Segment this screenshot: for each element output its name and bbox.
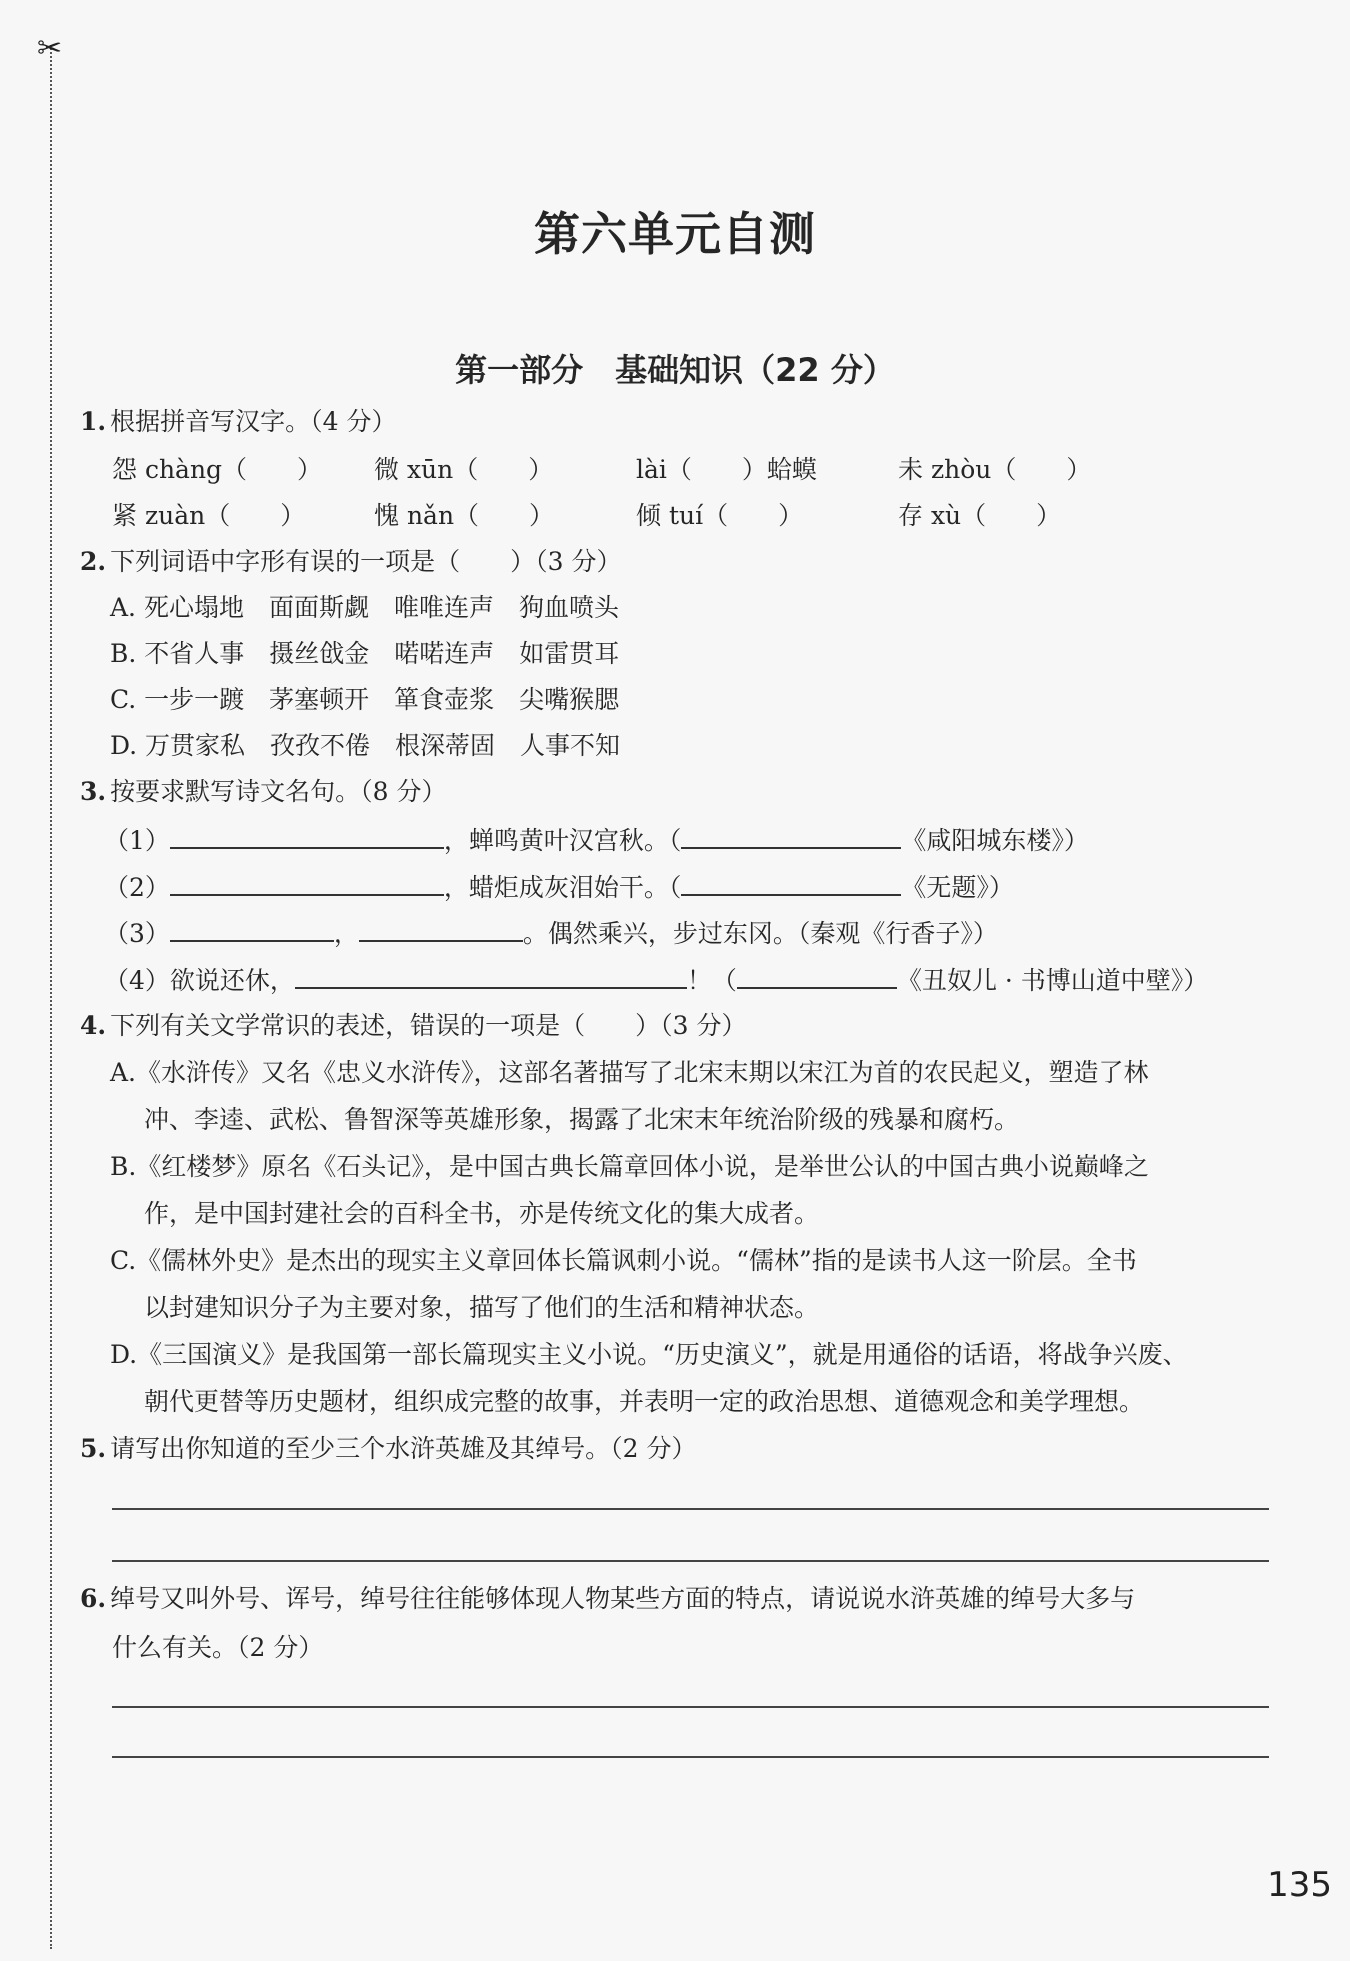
poem-text: （4）欲说还休， [104,966,295,995]
question-number: 5. [80,1434,107,1463]
sub-number: （3） [104,919,170,948]
question-6-stem-line-2: 什么有关。（2 分） [112,1633,324,1662]
poem-text: ，蜡炬成灰泪始干。（ [443,873,682,902]
cut-line [50,45,52,1949]
poem-text: ， [333,919,359,948]
option-a-line-2: 冲、李逵、武松、鲁智深等英雄形象，揭露了北宋末年统治阶级的残暴和腐朽。 [144,1105,1020,1134]
sub-number: （1） [104,826,170,855]
answer-line[interactable] [112,1560,1269,1562]
page-number: 135 [1267,1865,1332,1905]
poem-text: ！（ [686,966,737,995]
answer-blank[interactable] [170,823,444,849]
recitation-line-4 [104,963,1208,997]
question-5-stem [80,1433,696,1465]
sub-number: （2） [104,873,170,902]
source-text: 《丑奴儿 · 书博山道中壁》） [896,966,1209,995]
question-2-stem [80,546,621,578]
answer-line[interactable] [112,1756,1269,1758]
question-text: 绰号又叫外号、诨号，绰号往往能够体现人物某些方面的特点，请说说水浒英雄的绰号大多与 [110,1584,1136,1613]
question-6-stem-line-1 [80,1583,1135,1615]
option-a: A. 死心塌地 面面斯觑 唯唯连声 狗血喷头 [110,593,619,622]
pinyin-item: 微 xūn（ ） [374,455,554,484]
option-d-line-1: D.《三国演义》是我国第一部长篇现实主义小说。“历史演义”，就是用通俗的话语，将战争兴废、 [110,1340,1188,1369]
source-text: 《咸阳城东楼》） [901,826,1089,855]
pinyin-item: 未 zhòu（ ） [898,455,1092,484]
question-1-stem [80,406,396,438]
section-heading: 第一部分 基础知识（22 分） [455,351,895,389]
recitation-line-1 [104,823,1089,857]
option-c-line-2: 以封建知识分子为主要对象，描写了他们的生活和精神状态。 [144,1293,820,1322]
question-3-stem [80,776,446,808]
option-a-line-1: A.《水浒传》又名《忠义水浒传》，这部名著描写了北宋末期以宋江为首的农民起义，塑造了林 [110,1058,1149,1087]
pinyin-item: 紧 zuàn（ ） [112,501,306,530]
option-b-line-1: B.《红楼梦》原名《石头记》，是中国古典长篇章回体小说，是举世公认的中国古典小说巅峰之 [110,1152,1149,1181]
question-number: 4. [80,1011,107,1040]
question-number: 3. [80,777,107,806]
answer-blank[interactable] [681,823,901,849]
poem-text: ，蝉鸣黄叶汉宫秋。（ [443,826,682,855]
pinyin-item: lài（ ）蛤蟆 [636,455,817,484]
question-text: 下列词语中字形有误的一项是（ ）（3 分） [110,547,622,576]
page-title: 第六单元自测 [534,207,816,261]
answer-blank[interactable] [170,916,334,942]
question-number: 2. [80,547,107,576]
recitation-line-2 [104,870,1014,904]
answer-blank[interactable] [170,870,444,896]
source-text: 《无题》） [901,873,1014,902]
pinyin-item: 存 xù（ ） [898,501,1062,530]
answer-blank[interactable] [359,916,523,942]
option-c: C. 一步一踱 茅塞顿开 箪食壶浆 尖嘴猴腮 [110,685,620,714]
question-text: 根据拼音写汉字。（4 分） [110,407,397,436]
option-b: B. 不省人事 摄丝戗金 喏喏连声 如雷贯耳 [110,639,620,668]
pinyin-item: 倾 tuí（ ） [636,501,804,530]
question-4-stem [80,1010,746,1042]
pinyin-item: 怨 chàng（ ） [112,455,323,484]
option-c-line-1: C.《儒林外史》是杰出的现实主义章回体长篇讽刺小说。“儒林”指的是读书人这一阶层。全书 [110,1246,1137,1275]
question-number: 1. [80,407,107,436]
answer-blank[interactable] [295,963,687,989]
question-text: 下列有关文学常识的表述，错误的一项是（ ）（3 分） [110,1011,747,1040]
answer-blank[interactable] [737,963,897,989]
answer-line[interactable] [112,1706,1269,1708]
answer-blank[interactable] [681,870,901,896]
question-text: 请写出你知道的至少三个水浒英雄及其绰号。（2 分） [110,1434,697,1463]
poem-text: 。偶然乘兴，步过东冈。（秦观《行香子》） [522,919,998,948]
question-number: 6. [80,1584,107,1613]
scissors-icon: ✂ [37,31,63,66]
answer-line[interactable] [112,1508,1269,1510]
option-b-line-2: 作，是中国封建社会的百科全书，亦是传统文化的集大成者。 [144,1199,820,1228]
pinyin-item: 愧 nǎn（ ） [374,501,555,530]
question-text: 按要求默写诗文名句。（8 分） [110,777,447,806]
recitation-line-3 [104,916,998,950]
option-d: D. 万贯家私 孜孜不倦 根深蒂固 人事不知 [110,731,621,760]
option-d-line-2: 朝代更替等历史题材，组织成完整的故事，并表明一定的政治思想、道德观念和美学理想。 [144,1387,1145,1416]
